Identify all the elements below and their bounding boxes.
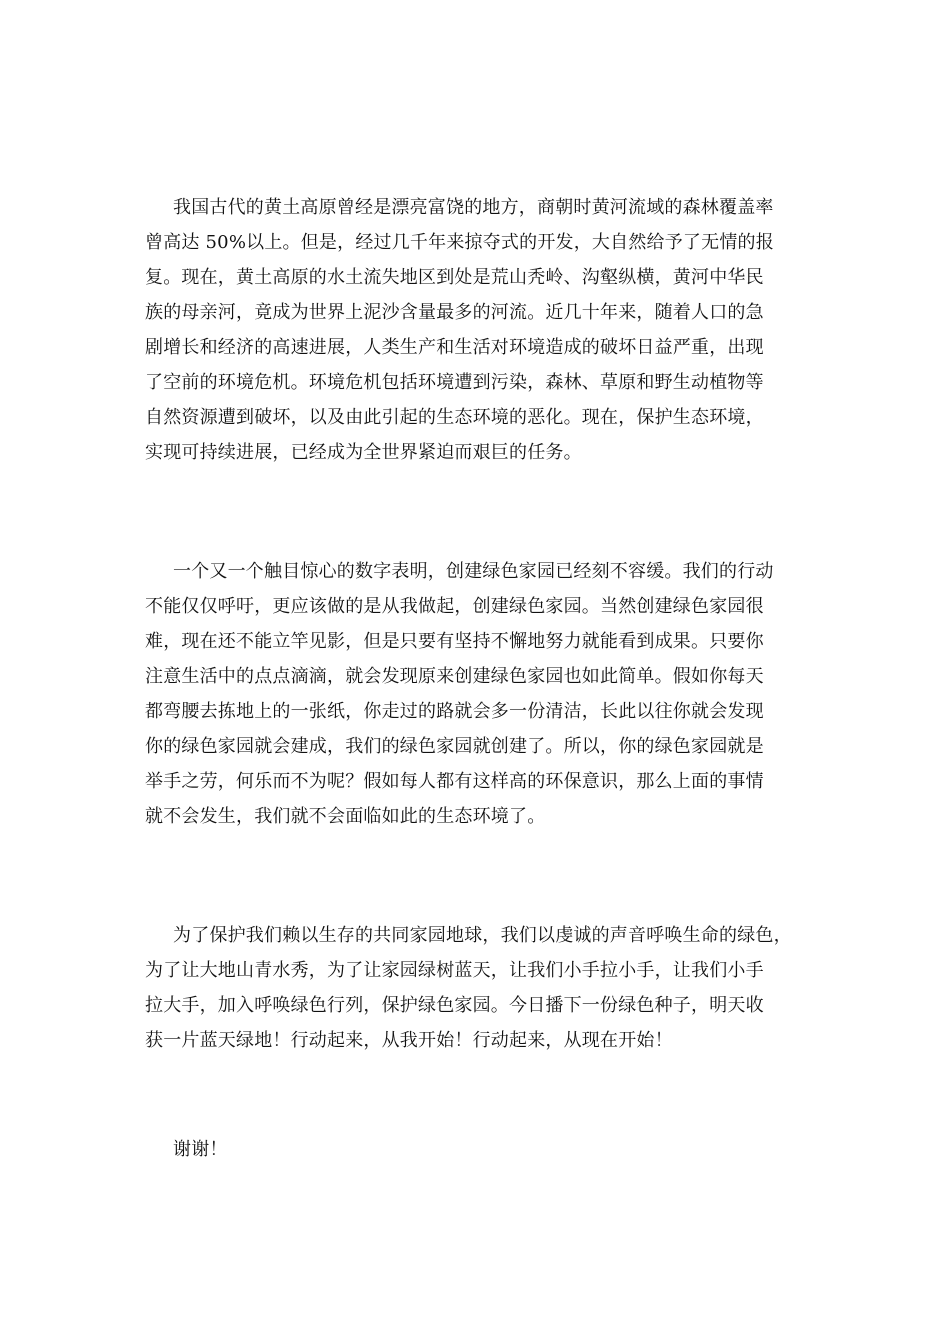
text-line: 族的母亲河，竟成为世界上泥沙含量最多的河流。近几十年来，随着人口的急 [145,302,764,323]
text-line: 举手之劳，何乐而不为呢？假如每人都有这样高的环保意识，那么上面的事情 [145,771,764,792]
paragraph-call-to-action [145,918,813,1058]
text-line: 都弯腰去拣地上的一张纸，你走过的路就会多一份清洁，长此以往你就会发现 [145,701,764,722]
text-line: 注意生活中的点点滴滴，就会发现原来创建绿色家园也如此简单。假如你每天 [145,666,764,687]
text-line: 一个又一个触目惊心的数字表明，创建绿色家园已经刻不容缓。我们的行动 [173,561,774,582]
text-line: 不能仅仅呼吁，更应该做的是从我做起，创建绿色家园。当然创建绿色家园很 [145,596,764,617]
text-line: 剧增长和经济的高速进展，人类生产和生活对环境造成的破坏日益严重，出现 [145,337,764,358]
text-line: 就不会发生，我们就不会面临如此的生态环境了。 [145,806,546,827]
text-line: 你的绿色家园就会建成，我们的绿色家园就创建了。所以，你的绿色家园就是 [145,736,764,757]
paragraph-thanks [145,1132,813,1167]
text-line: 我国古代的黄土高原曾经是漂亮富饶的地方，商朝时黄河流域的森林覆盖率 [173,197,774,218]
text-line: 获一片蓝天绿地！行动起来，从我开始！行动起来，从现在开始！ [145,1030,673,1051]
text-line: 为了保护我们赖以生存的共同家园地球，我们以虔诚的声音呼唤生命的绿色， [173,925,792,946]
paragraph-green-home [145,554,813,834]
text-line: 自然资源遭到破坏，以及由此引起的生态环境的恶化。现在，保护生态环境， [145,407,764,428]
text-line: 拉大手，加入呼唤绿色行列，保护绿色家园。今日播下一份绿色种子，明天收 [145,995,764,1016]
text-line: 为了让大地山青水秀，为了让家园绿树蓝天，让我们小手拉小手，让我们小手 [145,960,764,981]
text-line: 谢谢！ [173,1139,228,1160]
text-line: 复。现在，黄土高原的水土流失地区到处是荒山秃岭、沟壑纵横，黄河中华民 [145,267,764,288]
text-line: 曾高达 50%以上。但是，经过几千年来掠夺式的开发，大自然给予了无情的报 [145,232,774,253]
text-line: 难，现在还不能立竿见影，但是只要有坚持不懈地努力就能看到成果。只要你 [145,631,764,652]
paragraph-loess-plateau [145,190,813,470]
text-line: 实现可持续进展，已经成为全世界紧迫而艰巨的任务。 [145,442,582,463]
text-line: 了空前的环境危机。环境危机包括环境遭到污染，森林、草原和野生动植物等 [145,372,764,393]
